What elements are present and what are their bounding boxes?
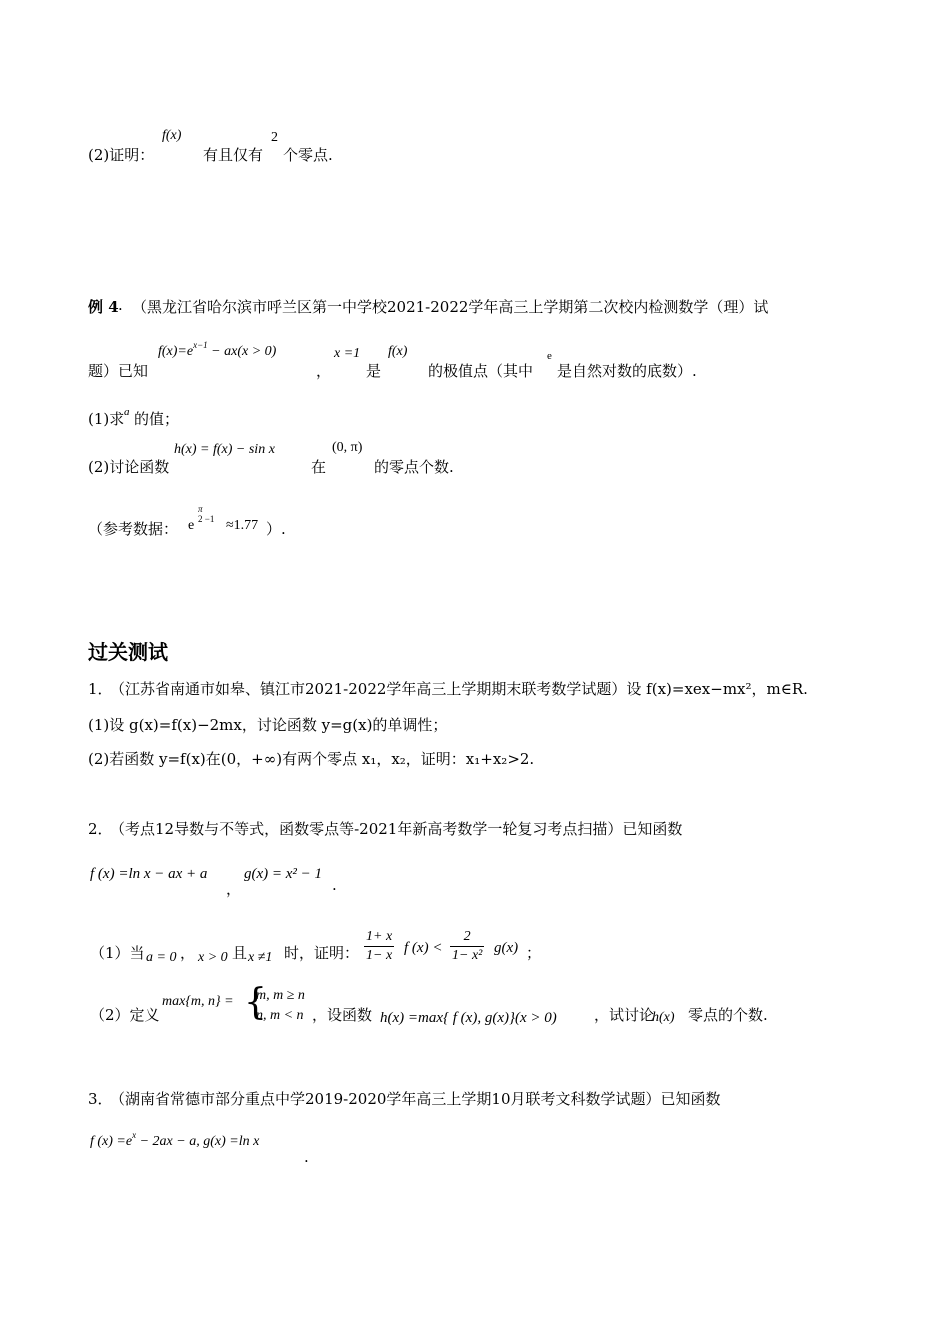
ex4-dot: . xyxy=(118,296,123,314)
q3-period: . xyxy=(304,1148,309,1166)
q2-text: （考点12导数与不等式，函数零点等-2021年新高考数学一轮复习考点扫描）已知函数 xyxy=(110,820,683,838)
ex4-part2-end: 的零点个数. xyxy=(374,458,454,476)
ex4-line2-end: 是自然对数的底数）. xyxy=(557,362,697,380)
q2-gx: g(x) xyxy=(494,940,519,956)
ex4-x1: x =1 xyxy=(334,346,361,361)
ex4-a: a xyxy=(124,406,130,418)
ex3-part2-label: (2)证明： xyxy=(88,146,155,164)
q2-p2-end: 零点的个数. xyxy=(688,1006,768,1024)
ex4-part1-end: 的值； xyxy=(134,410,180,428)
ex4-interval: (0, π) xyxy=(332,440,363,455)
q3-num: 3． xyxy=(88,1090,113,1108)
q1-num: 1． xyxy=(88,680,113,698)
ex3-part2-mid: 有且仅有 xyxy=(203,146,264,164)
q2-fx: f (x) < xyxy=(404,940,443,956)
ex3-part2-end: 个零点. xyxy=(283,146,333,164)
q2-num: 2． xyxy=(88,820,113,838)
q3-f: f $(x) =e^x - 2ax - a$, g(x) =ln x xyxy=(90,1130,260,1149)
q2-p2-mid2: ，试讨论 xyxy=(594,1006,655,1024)
ex3-part2-fx: f(x) xyxy=(162,128,182,143)
ex4-is: 是 xyxy=(366,362,382,380)
q1-part2: (2)若函数 y=f(x)在(0，+∞)有两个零点 x₁，x₂，证明：x₁+x₂>2. xyxy=(88,750,535,768)
q2-c1: ， xyxy=(180,944,196,962)
q2-brace: { xyxy=(244,982,267,1023)
q2-and: 且 xyxy=(232,944,248,962)
ex4-ref-pre: （参考数据： xyxy=(88,520,179,538)
q2-p1-mid: 时，证明： xyxy=(284,944,360,962)
q2-frac2: $\frac{2}{\text{1− x²}}$ xyxy=(452,929,483,963)
ex4-part1-pre: (1)求 xyxy=(88,410,125,428)
ex4-part2-pre: (2)讨论函数 xyxy=(88,458,170,476)
q2-f: f (x) =ln x − ax + a xyxy=(90,866,208,882)
ex4-ref-exp-num: π xyxy=(198,504,203,514)
q2-p2-pre: （2）定义 xyxy=(90,1006,160,1024)
q2-hx: h(x) xyxy=(652,1010,675,1025)
ex4-func: $f(x)=e^{x-1} - ax(x > 0)$ xyxy=(158,340,277,359)
q2-period: . xyxy=(332,876,337,894)
q2-cases: m, m ≥ n n, m < n xyxy=(256,988,305,1023)
ex4-source: （黑龙江省哈尔滨市呼兰区第一中学校2021-2022学年高三上学期第二次校内检测数学（理）试 xyxy=(132,298,769,316)
q2-comma: ， xyxy=(226,880,242,898)
q2-xgt0: x > 0 xyxy=(198,950,228,965)
q2-hdef: h(x) =max{ f (x), g(x)}(x > 0) xyxy=(380,1010,557,1026)
ex4-in: 在 xyxy=(311,458,327,476)
q2-maxdef: max{m, n} = xyxy=(162,994,234,1009)
q2-p2-mid: ，设函数 xyxy=(312,1006,373,1024)
ex4-e: e xyxy=(547,350,552,362)
q1-part1: (1)设 g(x)=f(x)−2mx，讨论函数 y=g(x)的单调性； xyxy=(88,716,448,734)
ex4-title: 例 4 xyxy=(88,298,119,316)
q3-text: （湖南省常德市部分重点中学2019-2020学年高三上学期10月联考文科数学试题）已知函数 xyxy=(110,1090,721,1108)
ex3-part2-two: 2 xyxy=(271,130,278,145)
ex4-line2-pre: 题）已知 xyxy=(88,362,149,380)
ex4-ref-end: ）. xyxy=(266,520,286,538)
q2-p1-pre: （1）当 xyxy=(90,944,145,962)
ex4-ref-e: e xyxy=(188,518,195,533)
q2-a0: a = 0 xyxy=(146,950,177,965)
ex4-comma: ， xyxy=(316,362,332,380)
ex4-ref-exp-rest: 2 −1 xyxy=(198,514,215,524)
q2-p1-end: ； xyxy=(526,944,542,962)
q2-frac1: $\frac{1+ x}{1- x}$ xyxy=(366,929,393,963)
ex4-line2-mid: 的极值点（其中 xyxy=(428,362,534,380)
q2-xne1: x ≠1 xyxy=(248,950,273,965)
ex4-ref-val: ≈1.77 xyxy=(226,518,259,533)
ex4-fx: f(x) xyxy=(388,344,408,359)
ex4-hx: h(x) = f(x) − sin x xyxy=(174,442,275,457)
q2-g: g(x) = x² − 1 xyxy=(244,866,323,882)
q1-text: （江苏省南通市如皋、镇江市2021-2022学年高三上学期期末联考数学试题）设 f(x)=xex−mx²，m∈R. xyxy=(110,680,808,698)
section-title: 过关测试 xyxy=(88,640,168,664)
